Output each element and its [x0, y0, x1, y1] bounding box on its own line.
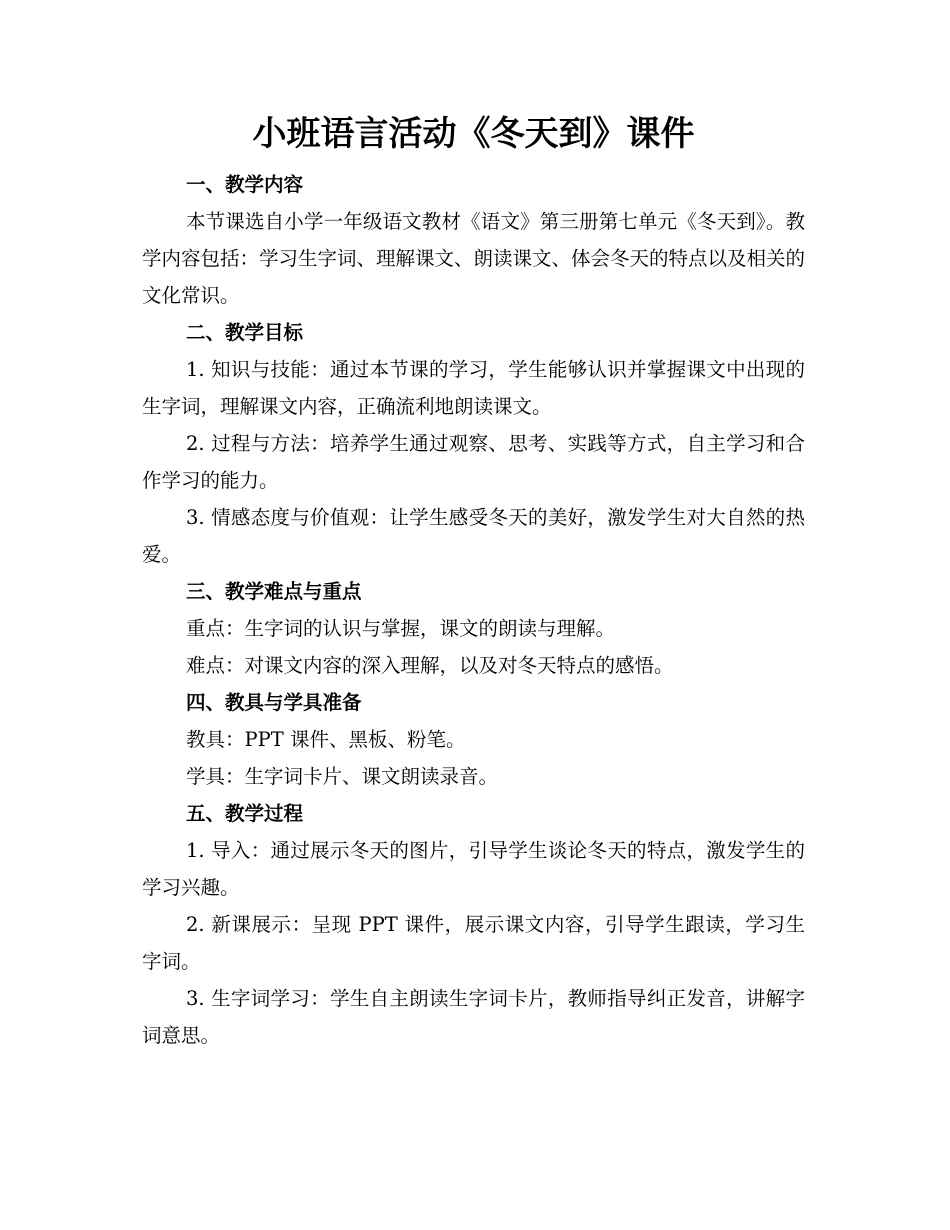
paragraph: 难点：对课文内容的深入理解，以及对冬天特点的感悟。 — [186, 654, 674, 677]
document-body — [142, 108, 805, 1054]
paragraph: 1. 知识与技能：通过本节课的学习，学生能够认识并掌握课文中出现的生字词，理解课文内容，正确流利地朗读课文。 — [142, 358, 805, 418]
paragraph: 本节课选自小学一年级语文教材《语文》第三册第七单元《冬天到》。教学内容包括：学习生字词、理解课文、朗读课文、体会冬天的特点以及相关的文化常识。 — [142, 210, 806, 307]
section-heading: 三、教学难点与重点 — [186, 580, 362, 603]
section-teaching-content — [142, 166, 805, 314]
section-key-points — [142, 573, 805, 684]
paragraph: 学具：生字词卡片、课文朗读录音。 — [186, 765, 499, 788]
section-teaching-process — [142, 795, 805, 1054]
paragraph: 重点：生字词的认识与掌握，课文的朗读与理解。 — [186, 617, 616, 640]
paragraph: 3. 情感态度与价值观：让学生感受冬天的美好，激发学生对大自然的热爱。 — [142, 506, 805, 566]
paragraph: 2. 过程与方法：培养学生通过观察、思考、实践等方式，自主学习和合作学习的能力。 — [142, 432, 805, 492]
paragraph: 教具：PPT 课件、黑板、粉笔。 — [186, 728, 466, 751]
document-title: 小班语言活动《冬天到》课件 — [252, 114, 695, 154]
section-heading: 一、教学内容 — [186, 173, 304, 196]
paragraph: 3. 生字词学习：学生自主朗读生字词卡片，教师指导纠正发音，讲解字词意思。 — [142, 987, 805, 1047]
section-heading: 四、教具与学具准备 — [186, 691, 362, 714]
paragraph: 2. 新课展示：呈现 PPT 课件，展示课文内容，引导学生跟读，学习生字词。 — [142, 913, 805, 973]
section-heading: 二、教学目标 — [186, 321, 304, 344]
section-heading: 五、教学过程 — [186, 802, 304, 825]
paragraph: 1. 导入：通过展示冬天的图片，引导学生谈论冬天的特点，激发学生的学习兴趣。 — [142, 839, 805, 899]
section-teaching-goals — [142, 314, 805, 573]
section-materials — [142, 684, 805, 795]
